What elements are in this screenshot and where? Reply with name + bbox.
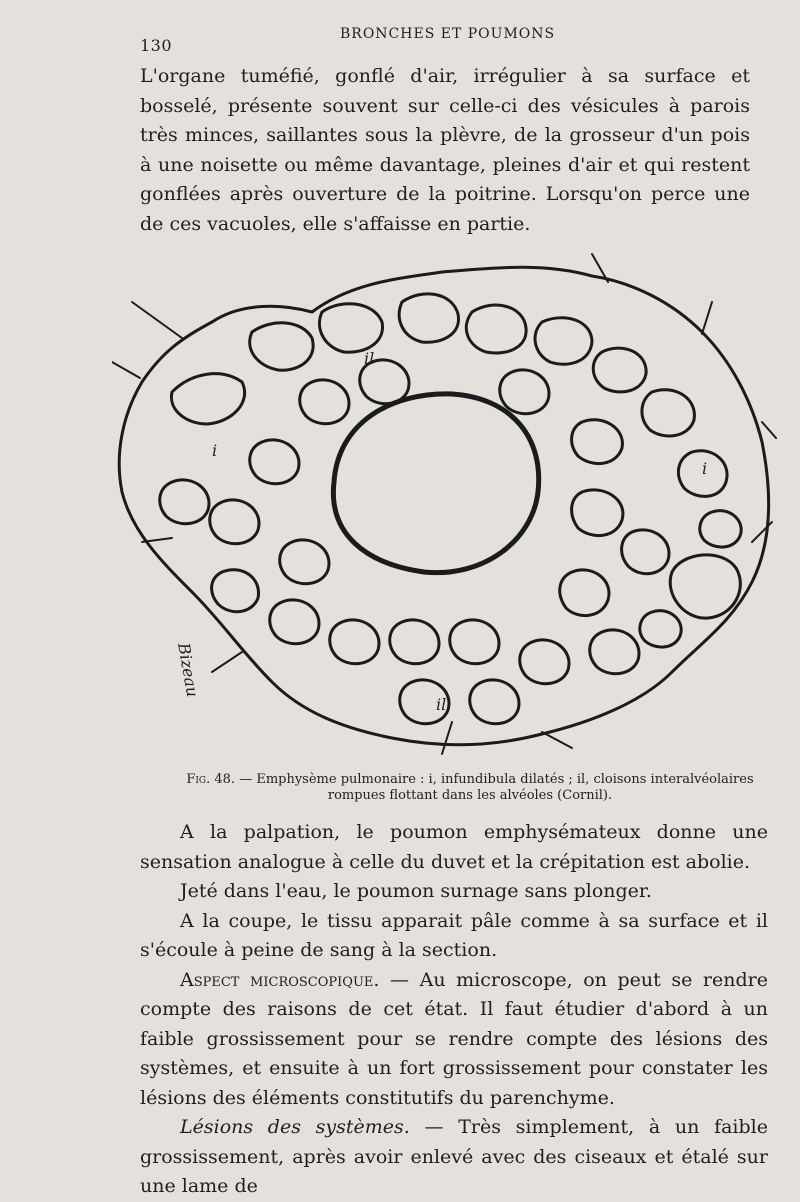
alveolar-network bbox=[112, 254, 776, 754]
central-infundibulum bbox=[333, 394, 538, 573]
artist-signature: Bizeau bbox=[174, 641, 203, 699]
label-il-bottom: il bbox=[436, 695, 447, 714]
broken-septa bbox=[112, 254, 776, 754]
label-i-left: i bbox=[212, 441, 218, 460]
microscopic-heading: Aspect microscopique. bbox=[180, 968, 380, 991]
figure-number: Fig. 48. bbox=[186, 772, 236, 787]
microscopic-paragraph bbox=[140, 966, 768, 1114]
emphysema-figure bbox=[112, 242, 780, 762]
emphysema-illustration bbox=[112, 242, 780, 762]
water-paragraph: Jeté dans l'eau, le poumon surnage sans plonger. bbox=[180, 880, 652, 902]
caption-text: — Emphysème pulmonaire : i, infundibula dilatés ; il, cloisons interalvéolaires rompues flottant dans les alvéoles (Cornil). bbox=[235, 772, 754, 803]
lesions-text: — Très simplement, à un faible grossissement, après avoir enlevé avec des ciseaux et étalé sur une lame de bbox=[140, 1116, 768, 1197]
alveolar-cells bbox=[160, 294, 741, 724]
body-text bbox=[140, 818, 768, 1202]
label-i-right: i bbox=[702, 459, 708, 478]
lesions-paragraph bbox=[140, 1113, 768, 1202]
figure-caption bbox=[170, 772, 770, 804]
right-alveolus bbox=[670, 555, 740, 618]
palpation-paragraph: A la palpation, le poumon emphysémateux donne une sensation analogue à celle du duvet et la crépitation est abolie. bbox=[140, 821, 768, 873]
page-number: 130 bbox=[140, 36, 173, 55]
microscopic-text: — Au microscope, on peut se rendre compte des raisons de cet état. Il faut étudier d'abord à un faible grossissement pour se rendre compte des lésions des systèmes, et ensuite à un fort grossissement pour constater les lésions des éléments constitutifs du parenchyme. bbox=[140, 968, 768, 1109]
running-title: BRONCHES ET POUMONS bbox=[340, 26, 556, 42]
label-il-top: il bbox=[364, 349, 375, 368]
intro-paragraph: L'organe tuméfié, gonflé d'air, irrégulier à sa surface et bosselé, présente souvent sur celle-ci des vésicules à parois très minces, saillantes sous la plèvre, de la grosseur d'un pois à une noisette ou même davantage, pleines d'air et qui restent gonflées après ouverture de la poitrine. Lorsqu'on perce une de ces vacuoles, elle s'affaisse en partie. bbox=[140, 65, 750, 235]
cut-paragraph: A la coupe, le tissu apparait pâle comme à sa surface et il s'écoule à peine de sang à la section. bbox=[140, 909, 768, 961]
lesions-heading: Lésions des systèmes. bbox=[180, 1116, 410, 1138]
